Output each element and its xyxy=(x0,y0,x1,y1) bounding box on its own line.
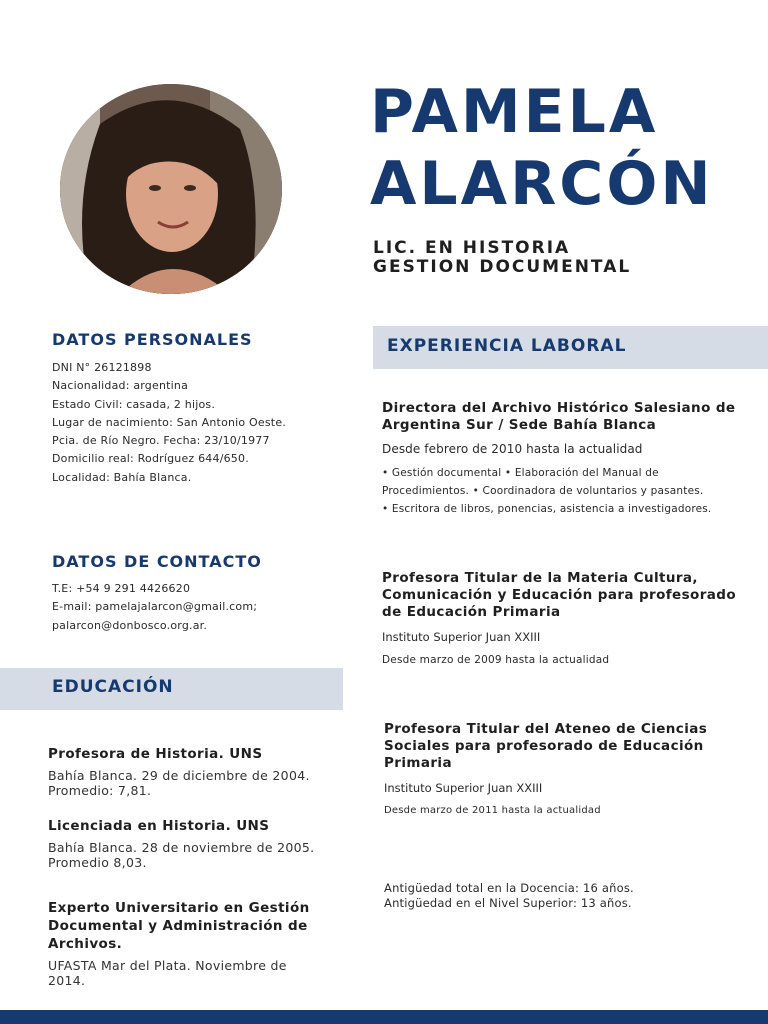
education-item-title: Profesora de Historia. UNS xyxy=(48,746,263,762)
contact-list xyxy=(52,580,257,635)
job-title xyxy=(384,721,744,772)
name-first: PAMELA xyxy=(370,77,659,147)
personal-line: Pcia. de Río Negro. Fecha: 23/10/1977 xyxy=(52,434,270,448)
education-item-desc xyxy=(48,768,338,798)
personal-line: Domicilio real: Rodríguez 644/650. xyxy=(52,452,249,466)
education-item xyxy=(48,817,338,870)
job-title-line: Sociales para profesorado de Educación xyxy=(384,738,704,754)
education-desc-line: UFASTA Mar del Plata. Noviembre de xyxy=(48,958,287,973)
job-entry xyxy=(384,721,744,816)
education-item-desc xyxy=(48,840,338,870)
seniority-summary xyxy=(384,881,634,911)
footer-bar xyxy=(0,1010,768,1024)
job-institution: Instituto Superior Juan XXIII xyxy=(384,781,543,795)
subtitle-line-2: GESTION DOCUMENTAL xyxy=(373,257,632,277)
education-desc-line: Bahía Blanca. 28 de noviembre de 2005. xyxy=(48,840,315,855)
name-last: ALARCÓN xyxy=(370,149,714,219)
portrait-image xyxy=(60,84,282,294)
education-item-title xyxy=(48,899,338,953)
personal-data-heading: DATOS PERSONALES xyxy=(52,330,253,349)
subtitle-line-1: LIC. EN HISTORIA xyxy=(373,238,571,258)
contact-email-2: palarcon@donbosco.org.ar. xyxy=(52,618,208,632)
job-period: Desde marzo de 2011 hasta la actualidad xyxy=(384,805,601,816)
personal-line: Lugar de nacimiento: San Antonio Oeste. xyxy=(52,415,286,429)
contact-phone: T.E: +54 9 291 4426620 xyxy=(52,582,191,595)
job-title xyxy=(382,400,742,434)
job-institution: Instituto Superior Juan XXIII xyxy=(382,630,541,644)
education-title-line: Experto Universitario en Gestión xyxy=(48,900,310,916)
education-heading: EDUCACIÓN xyxy=(52,677,174,697)
education-desc-line: Promedio 8,03. xyxy=(48,855,147,870)
profile-photo xyxy=(60,84,282,294)
contact-email: E-mail: pamelajalarcon@gmail.com; xyxy=(52,600,258,614)
personal-line: Nacionalidad: argentina xyxy=(52,379,189,393)
education-item xyxy=(48,745,338,798)
education-item xyxy=(48,899,338,988)
job-title-line: Primaria xyxy=(384,755,452,771)
education-desc-line: 2014. xyxy=(48,973,86,988)
job-entry xyxy=(382,570,742,666)
job-title-line: de Educación Primaria xyxy=(382,604,561,620)
job-details xyxy=(382,464,742,518)
job-period: Desde febrero de 2010 hasta la actualidad xyxy=(382,442,643,456)
education-title-line: Archivos. xyxy=(48,936,123,952)
job-title-line: Directora del Archivo Histórico Salesiano de xyxy=(382,400,736,416)
job-period: Desde marzo de 2009 hasta la actualidad xyxy=(382,654,610,666)
job-title-line: Comunicación y Educación para profesorado xyxy=(382,587,737,603)
person-name xyxy=(370,76,714,220)
job-title-line: Argentina Sur / Sede Bahía Blanca xyxy=(382,417,657,433)
seniority-line: Antigüedad total en la Docencia: 16 años. xyxy=(384,881,634,895)
job-detail-line: • Escritora de libros, ponencias, asistencia a investigadores. xyxy=(382,503,712,515)
job-title-line: Profesora Titular de la Materia Cultura, xyxy=(382,570,698,586)
personal-line: Localidad: Bahía Blanca. xyxy=(52,470,192,484)
education-desc-line: Bahía Blanca. 29 de diciembre de 2004. xyxy=(48,768,310,783)
job-detail-line: Procedimientos. • Coordinadora de voluntarios y pasantes. xyxy=(382,485,704,497)
job-entry xyxy=(382,400,742,518)
personal-data-list xyxy=(52,359,286,487)
seniority-line: Antigüedad en el Nivel Superior: 13 años. xyxy=(384,896,632,910)
job-title-line: Profesora Titular del Ateneo de Ciencias xyxy=(384,721,708,737)
job-title xyxy=(382,570,742,621)
experience-heading: EXPERIENCIA LABORAL xyxy=(387,336,627,356)
education-item-title: Licenciada en Historia. UNS xyxy=(48,818,270,834)
job-detail-line: • Gestión documental • Elaboración del Manual de xyxy=(382,467,659,479)
personal-line: DNI N° 26121898 xyxy=(52,361,152,374)
education-title-line: Documental y Administración de xyxy=(48,918,308,934)
contact-heading: DATOS DE CONTACTO xyxy=(52,552,262,571)
education-desc-line: Promedio: 7,81. xyxy=(48,783,152,798)
professional-title xyxy=(373,239,631,277)
education-item-desc xyxy=(48,958,338,988)
personal-line: Estado Civil: casada, 2 hijos. xyxy=(52,397,216,411)
